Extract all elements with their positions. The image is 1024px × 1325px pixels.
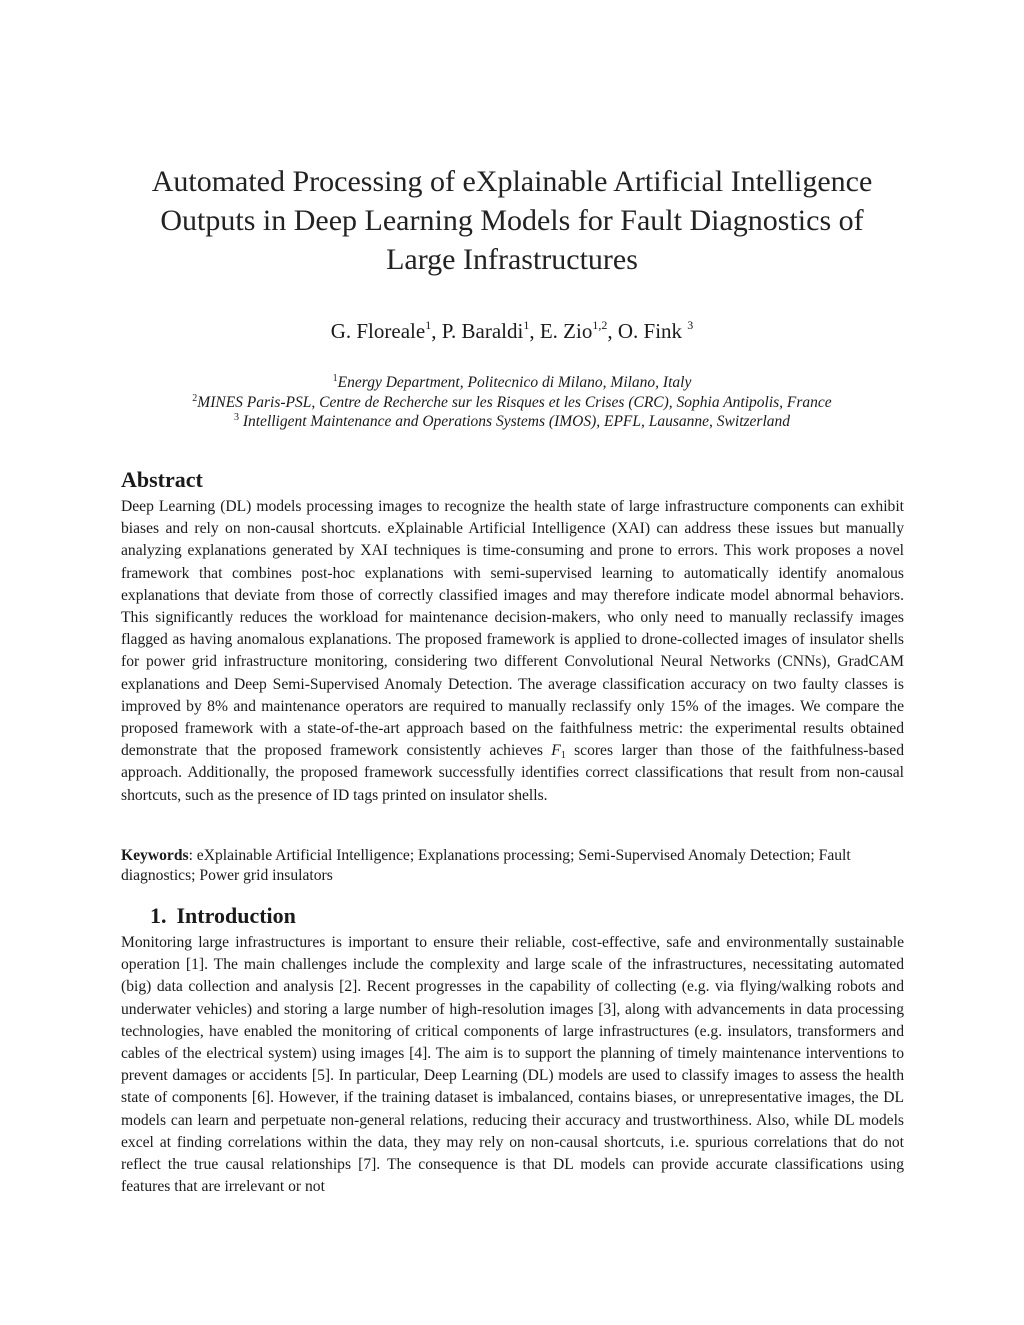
affiliation-text: Energy Department, Politecnico di Milano, Milano, Italy	[337, 374, 692, 391]
keywords-text: : eXplainable Artificial Intelligence; Explanations processing; Semi-Supervised Anomaly Detection; Fault diagnostics; Power grid insulators	[121, 847, 851, 884]
affiliation-mark: 3	[233, 412, 239, 423]
affiliation-text: MINES Paris-PSL, Centre de Recherche sur les Risques et les Crises (CRC), Sophia Antipolis, France	[197, 393, 832, 411]
f1-score-symbol	[551, 742, 566, 762]
author-name: G. Floreale	[330, 319, 426, 343]
introduction-heading	[150, 902, 296, 930]
f1-symbol: F	[551, 742, 561, 760]
affiliation-line	[100, 373, 924, 393]
author-affiliation-mark: 1	[425, 318, 432, 332]
title-line-2: Outputs in Deep Learning Models for Fault Diagnostics of	[160, 204, 864, 237]
affiliation-line	[100, 393, 924, 413]
author-affiliation-mark: 3	[687, 318, 694, 332]
affiliation-text: Intelligent Maintenance and Operations Systems (IMOS), EPFL, Lausanne, Switzerland	[238, 413, 791, 430]
paper-title	[100, 162, 924, 279]
abstract-text	[121, 496, 904, 807]
affiliation-mark: 2	[192, 392, 198, 404]
author-name: P. Baraldi	[441, 319, 524, 343]
abstract-text-part-1: Deep Learning (DL) models processing images to recognize the health state of large infrastructure components can exhibit biases and rely on non-causal shortcuts. eXplainable Artificial Intelligence (XAI) can address these issues but manually analyzing explanations generated by XAI techniques is time-consuming and prone to errors. This work proposes a novel framework that combines post-hoc explanations with semi-supervised learning to automatically identify anomalous explanations that deviate from those of correctly classified images and may therefore indicate model abnormal behaviors. This significantly reduces the workload for maintenance decision-makers, who only need to manually reclassify images flagged as having anomalous explanations. The proposed framework is applied to drone-collected images of insulator shells for power grid infrastructure monitoring, considering two different Convolutional Neural Networks (CNNs), GradCAM explanations and Deep Semi-Supervised Anomaly Detection. The average classification accuracy on two faulty classes is improved by 8% and maintenance operators are required to manually reclassify only 15% of the images. We compare the proposed framework with a state-of-the-art approach based on the faithfulness metric: the experimental results obtained demonstrate that the proposed framework consistently achieves	[121, 498, 904, 760]
author-affiliation-mark: 1,2	[592, 318, 608, 332]
keywords-label: Keywords	[121, 847, 189, 864]
title-line-3: Large Infrastructures	[386, 243, 638, 276]
section-number: 1.	[150, 903, 167, 928]
author-affiliation-mark: 1	[523, 318, 530, 332]
affiliation-line	[100, 412, 924, 432]
author-list: G. Floreale$^1$, P. Baraldi$^1$, E. Zio$^{1,2}$, O. Fink $^3$	[330, 318, 694, 343]
abstract-text-part-2: scores larger than those of the faithfulness-based approach. Additionally, the proposed framework successfully identifies correct classifications that result from non-causal shortcuts, such as the presence of ID tags printed on insulator shells.	[121, 742, 904, 804]
keywords	[121, 846, 904, 886]
abstract-heading: Abstract	[121, 467, 203, 492]
author-name: E. Zio	[539, 319, 593, 343]
author-name: O. Fink	[617, 319, 688, 343]
title-line-1: Automated Processing of eXplainable Artificial Intelligence	[151, 165, 873, 198]
introduction-text: Monitoring large infrastructures is important to ensure their reliable, cost-effective, safe and environmentally sustainable operation [1]. The main challenges include the complexity and large scale of the infrastructures, necessitating automated (big) data collection and analysis [2]. Recent progresses in the capability of collecting (e.g. via flying/walking robots and underwater vehicles) and storing a large number of high-resolution images [3], along with advancements in data processing technologies, have enabled the monitoring of critical components of large infrastructures (e.g. insulators, transformers and cables of the electrical system) using images [4]. The aim is to support the planning of timely maintenance interventions to prevent damages or accidents [5]. In particular, Deep Learning (DL) models are used to classify images to assess the health state of components [6]. However, if the training dataset is imbalanced, contains biases, or unrepresentative images, the DL models can learn and perpetuate non-general relations, reducing their accuracy and trustworthiness. Also, while DL models excel at finding correlations within the data, they may rely on non-causal shortcuts, i.e. spurious correlations that do not reflect the true causal relationships [7]. The consequence is that DL models can provide accurate classifications using features that are irrelevant or not	[121, 934, 904, 1196]
affiliation-list	[100, 373, 924, 432]
f1-subscript: 1	[560, 750, 566, 762]
section-title: Introduction	[176, 903, 296, 928]
affiliation-mark: 1	[332, 373, 338, 384]
